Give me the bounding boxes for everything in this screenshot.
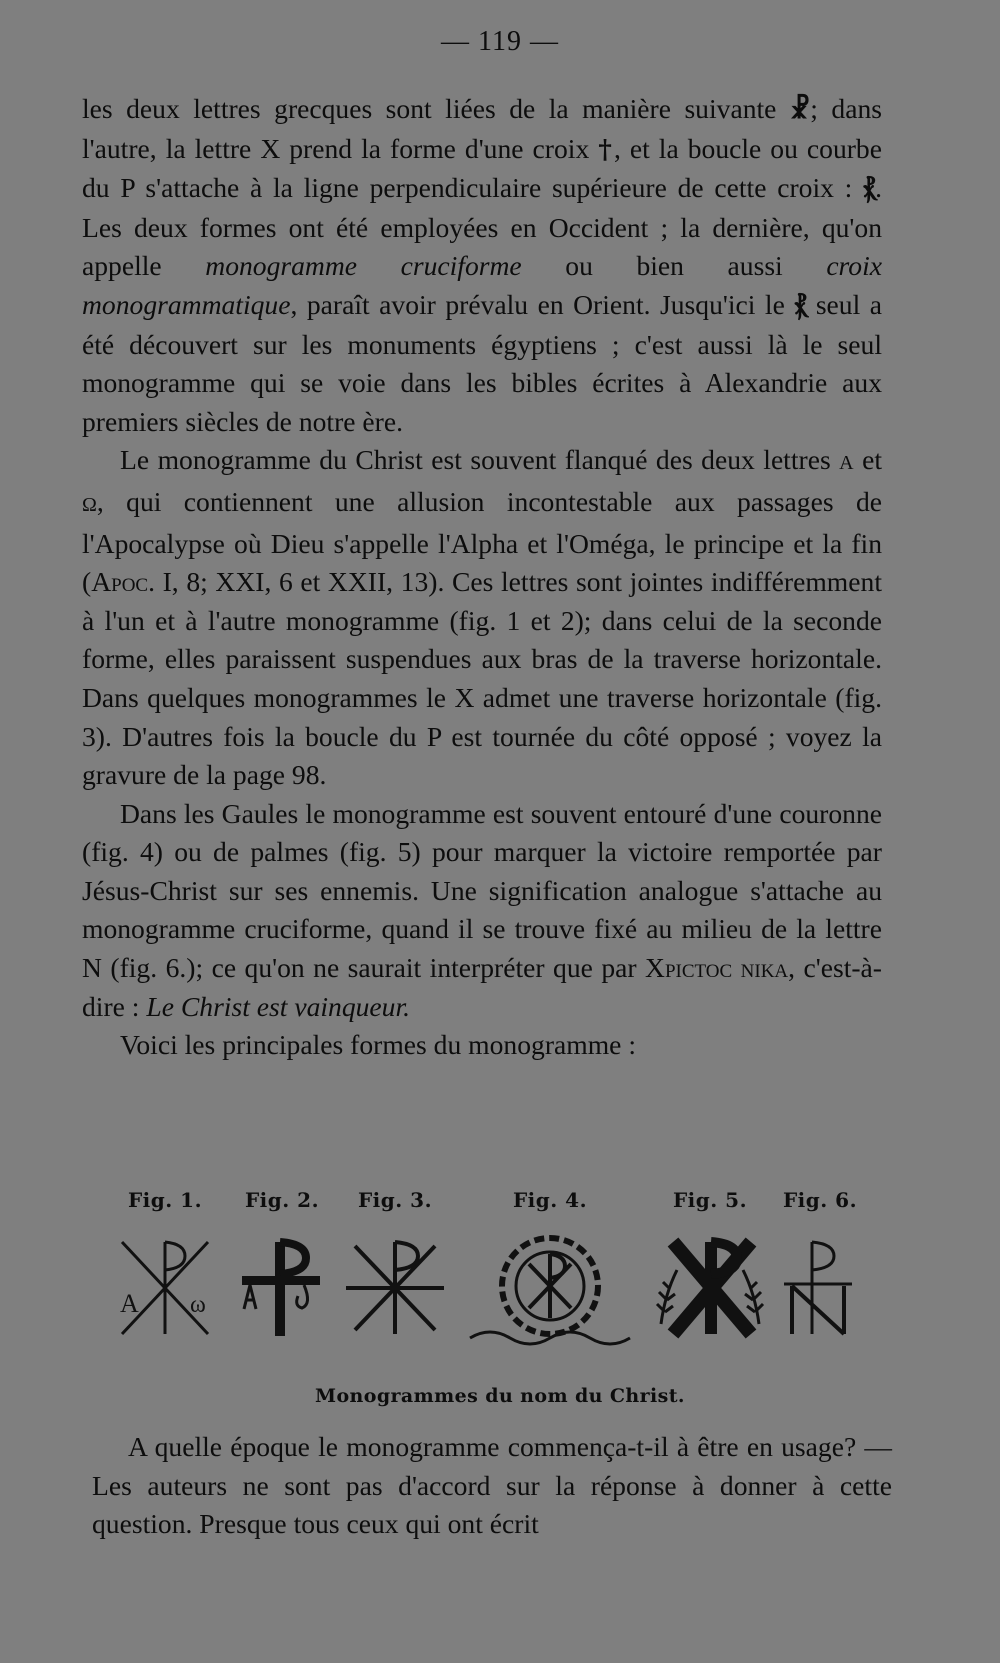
italic-term: monogramme cruciforme xyxy=(205,250,522,282)
text-run: ; dans l'autre, la lettre X prend la forme d'une croix xyxy=(82,93,882,164)
figure-label: Fig. 5. xyxy=(672,1188,748,1212)
figure-3 xyxy=(340,1188,450,1339)
figure-label: Fig. 1. xyxy=(127,1188,203,1212)
text-run: . Les deux formes ont été employées en Occident ; la dernière, qu'on appelle xyxy=(82,172,882,282)
text-run: Le monogramme du Christ est souvent flanqué des deux lettres xyxy=(120,444,840,476)
cross-symbol: † xyxy=(598,134,614,165)
text-run: ou bien aussi xyxy=(521,250,827,282)
cruciform-monogram-icon xyxy=(232,1234,332,1339)
text-run: , qui contiennent une allusion incontestable aux passages de l'Apocalypse où Dieu s'appelle l'Alpha et l'Oméga, le principe et la fin ( xyxy=(82,485,882,598)
chi-rho-alpha-omega-icon xyxy=(110,1234,220,1339)
figure-5 xyxy=(655,1188,765,1339)
text-run xyxy=(732,952,740,983)
alpha-glyph: A xyxy=(120,1289,139,1318)
paragraph-5: A quelle époque le monogramme commença-t-il à être en usage? — Les auteurs ne sont pas d'accord sur la réponse à donner à cette question. Presque tous ceux qui ont écrit xyxy=(92,1431,892,1540)
figure-label: Fig. 4. xyxy=(512,1188,588,1212)
cruciform-monogram-symbol: ⳩ xyxy=(863,174,876,205)
greek-word: Xpictoc xyxy=(645,952,733,984)
italic-quote: Le Christ est vainqueur. xyxy=(146,990,411,1022)
chi-rho-symbol: ☧ xyxy=(789,95,811,125)
text-run: , et la boucle ou courbe du P s'attache à la ligne perpendiculaire supérieure de cette croix : xyxy=(82,132,882,204)
figure-caption: Monogrammes du nom du Christ. xyxy=(315,1385,685,1407)
figure-1 xyxy=(110,1188,220,1339)
text-run: Dans les Gaules le monogramme est souvent entouré d'une couronne (fig. 4) ou de palmes (fig. 5) pour marquer la victoire remportée par Jésus-Christ sur ses ennemis. Une signification analogue s'attache au monogramme cruciforme, quand il se trouve fixé au milieu de la lettre N (fig. 6.); ce qu'on ne saurait interpréter que par xyxy=(82,797,882,984)
alpha-letter: A xyxy=(839,452,854,475)
italic-term: croix monogrammatique xyxy=(82,250,882,320)
figure-6 xyxy=(770,1188,870,1339)
text-run: I, 8; XXI, 6 et XXII, 13). Ces lettres sont jointes indifféremment à l'un et à l'autre monogramme (fig. 1 et 2); dans celui de la seconde forme, elles paraissent suspendues aux bras de la traverse horizontale. Dans quelques monogrammes le X admet une traverse horizontale (fig. 3). D'autres fois la boucle du P est tournée du côté opposé ; voyez la gravure de la page 98. xyxy=(82,566,882,791)
paragraph-3 xyxy=(82,795,882,1027)
text-run: seul a été découvert sur les monuments égyptiens ; c'est aussi là le seul monogramme qui se voie dans les bibles écrites à Alexandrie aux premiers siècles de notre ère. xyxy=(82,288,883,437)
greek-word: nika xyxy=(740,952,789,984)
paragraph-1 xyxy=(82,90,882,441)
text-run: , c'est-à-dire : xyxy=(82,952,882,1022)
continuing-text xyxy=(92,1428,892,1544)
palm-chi-rho-icon xyxy=(655,1234,765,1339)
figure-2 xyxy=(232,1188,332,1339)
omega-letter: Ω xyxy=(82,493,97,516)
text-run: , paraît avoir prévalu en Orient. Jusqu'ici le xyxy=(290,288,795,320)
figure-label: Fig. 3. xyxy=(357,1188,433,1212)
text-run: les deux lettres grecques sont liées de la manière suivante xyxy=(82,93,790,124)
omega-glyph: ω xyxy=(190,1292,206,1318)
paragraph-2 xyxy=(82,441,882,794)
paragraph-4: Voici les principales formes du monogramme : xyxy=(120,1029,636,1061)
chi-rho-crossbar-icon xyxy=(340,1234,450,1339)
body-text xyxy=(82,90,882,1065)
n-cruciform-monogram-icon xyxy=(770,1234,870,1339)
monogram-figures xyxy=(110,1188,890,1368)
figure-4 xyxy=(465,1188,635,1352)
text-run: et xyxy=(853,444,883,476)
figure-label: Fig. 2. xyxy=(244,1188,320,1212)
wreathed-chi-rho-icon xyxy=(465,1234,635,1352)
cruciform-monogram-symbol: ⳩ xyxy=(794,290,807,321)
apoc-reference: Apoc. xyxy=(91,566,155,598)
figure-label: Fig. 6. xyxy=(782,1188,858,1212)
page-number: — 119 — xyxy=(441,26,559,57)
